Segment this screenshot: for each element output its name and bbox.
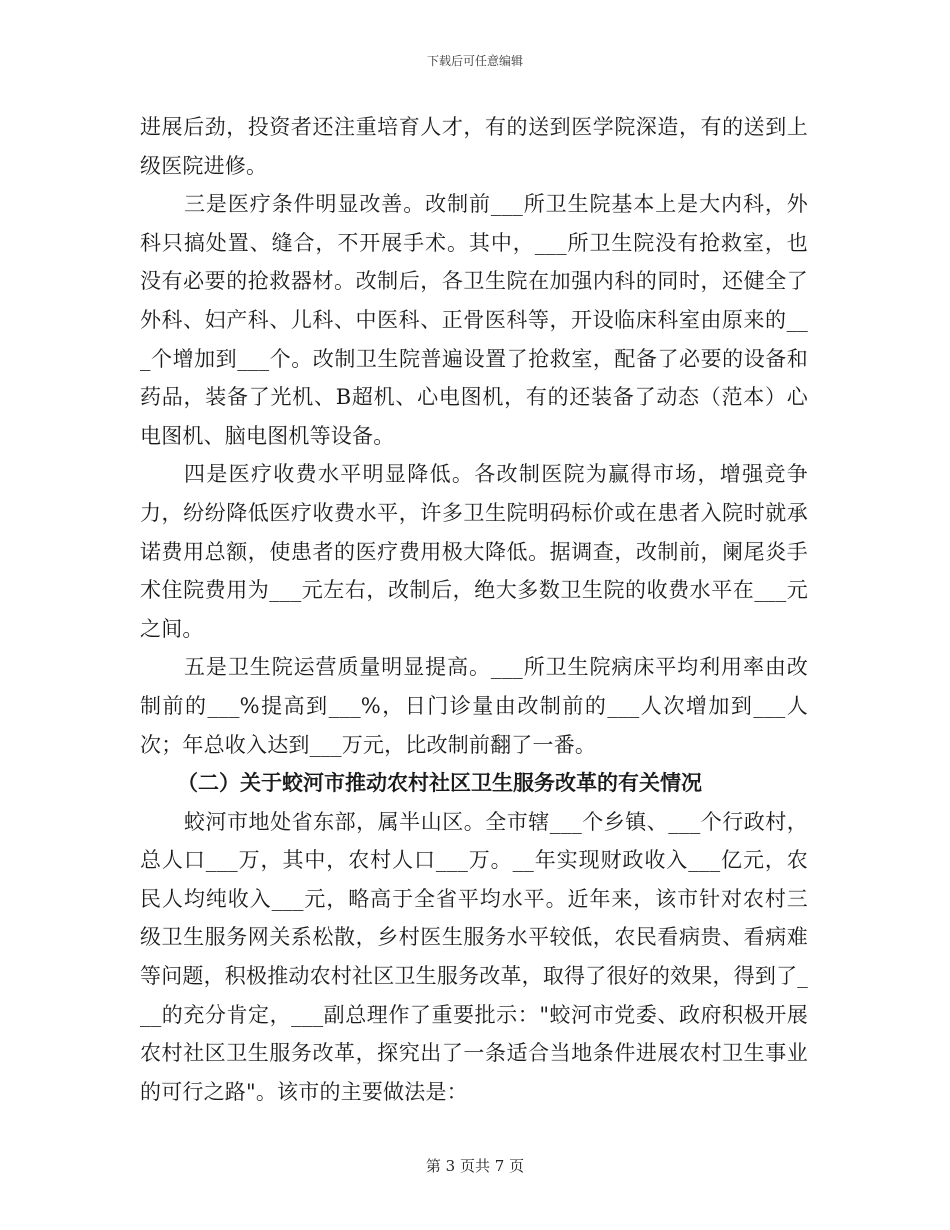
section-heading: （二）关于蛟河市推动农村社区卫生服务改革的有关情况: [177, 771, 702, 796]
paragraph-medical-conditions: 三是医疗条件明显改善。改制前___所卫生院基本上是大内科，外科只搞处置、缝合，不开展手术。其中，___所卫生院没有抢救室，也没有必要的抢救器材。改制后，各卫生院在加强内科的同时，还健全了外科、妇产科、儿科、中医科、正骨医科等，开设临床科室由原来的___个增加到___个。改制卫生院普遍设置了抢救室，配备了必要的设备和药品，装备了光机、B超机、心电图机，有的还装备了动态（范本）心电图机、脑电图机等设备。: [140, 192, 808, 448]
paragraph-operation-quality: 五是卫生院运营质量明显提高。___所卫生院病床平均利用率由改制前的___%提高到___%，日门诊量由改制前的___人次增加到___人次；年总收入达到___万元，比改制前翻了一番。: [140, 655, 808, 757]
page-number: 第 3 页共 7 页: [425, 1157, 525, 1175]
paragraph-fees: 四是医疗收费水平明显降低。各改制医院为赢得市场，增强竞争力，纷纷降低医疗收费水平，许多卫生院明码标价或在患者入院时就承诺费用总额，使患者的医疗费用极大降低。据调查，改制前，阑尾炎手术住院费用为___元左右，改制后，绝大多数卫生院的收费水平在___元之间。: [140, 462, 808, 641]
header-note: 下载后可任意编辑: [426, 54, 523, 68]
paragraph-jiaohe: 蛟河市地处省东部，属半山区。全市辖___个乡镇、___个行政村，总人口___万，其中，农村人口___万。__年实现财政收入___亿元，农民人均纯收入___元，略高于全省平均水平。近年来，该市针对农村三级卫生服务网关系松散，乡村医生服务水平较低，农民看病贵、看病难等问题，积极推动农村社区卫生服务改革，取得了很好的效果，得到了___的充分肯定，___副总理作了重要批示："蛟河市党委、政府积极开展农村社区卫生服务改革，探究出了一条适合当地条件进展农村卫生事业的可行之路"。该市的主要做法是：: [140, 809, 808, 1104]
paragraph-continuation: 进展后劲，投资者还注重培育人才，有的送到医学院深造，有的送到上级医院进修。: [140, 115, 808, 178]
document-body: [140, 108, 808, 1111]
